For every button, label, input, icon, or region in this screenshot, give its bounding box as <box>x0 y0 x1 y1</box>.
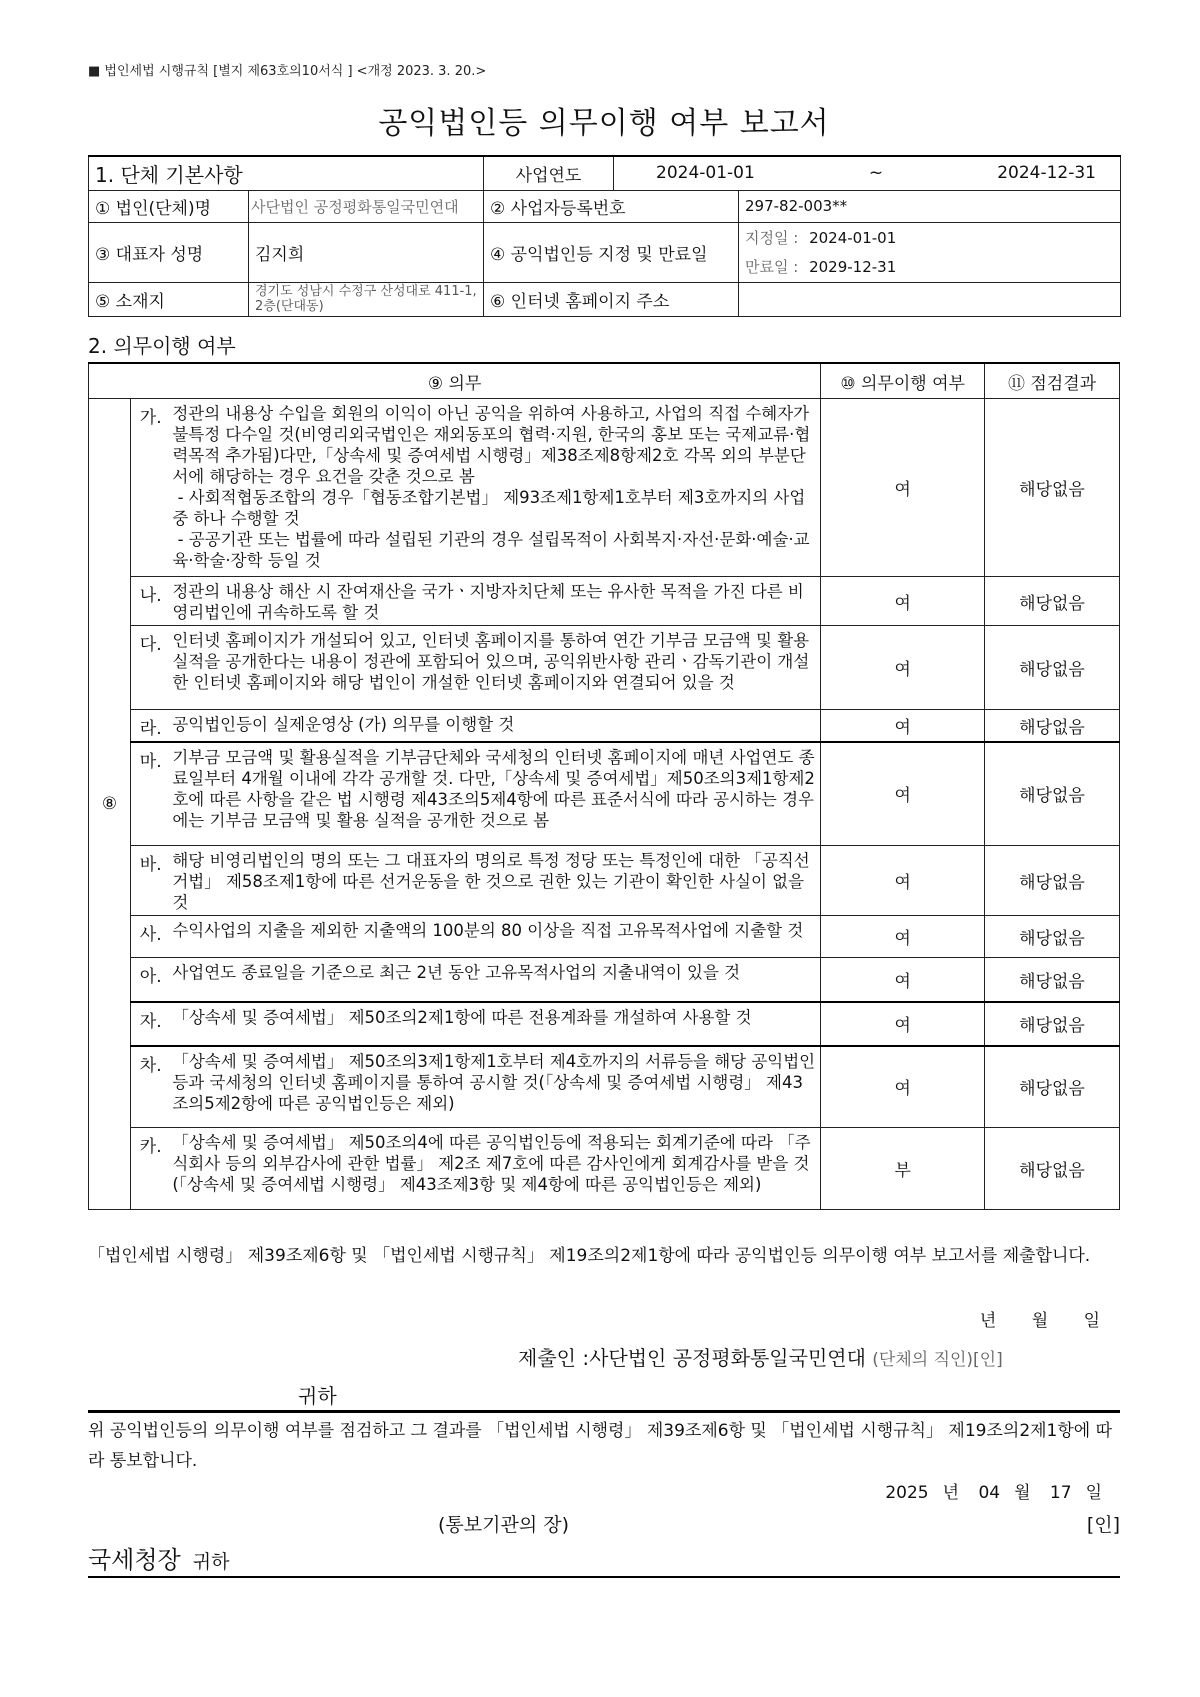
duty-text: 공익법인등이 실제운영상 (가) 의무를 이행할 것 <box>170 710 820 742</box>
duty-letter: 아. <box>131 958 171 1002</box>
homepage-value <box>739 282 1121 316</box>
business-year-range <box>614 156 1121 190</box>
address-label: ⑤ 소재지 <box>89 282 249 316</box>
duty-result: 해당없음 <box>985 577 1120 626</box>
duty-fulfilled: 여 <box>821 916 985 958</box>
duty-text: 정관의 내용상 해산 시 잔여재산을 국가ㆍ지방자치단체 또는 유사한 목적을 가진 다른 비영리법인에 귀속하도록 할 것 <box>170 577 820 626</box>
duty-row <box>89 846 1120 916</box>
duty-row <box>89 399 1120 577</box>
expiry-date-cell <box>739 252 1121 282</box>
duty-text: 정관의 내용상 수입을 회원의 이익이 아닌 공익을 위하여 사용하고, 사업의 직접 수혜자가 불특정 다수일 것(비영리외국법인은 재외동포의 협력·지원, 한국의 홍보 또는 국제교류·협력목적 추가됨)다만,「상속세 및 증여세법 시행령」제38조제8항제2호 각목 외의 부분단서에 해당하는 경우 요건을 갖춘 것으로 봄 - 사회적협동조합의 경우「협동조합기본법」 제93조제1항제1호부터 제3호까지의 사업 중 하나 수행할 것 - 공공기관 또는 법률에 따라 설립된 기관의 경우 설립목적이 사회복지·자선·문화·예술·교육·학술·장학 등일 것 <box>170 399 820 577</box>
submitter-seal: (단체의 직인)[인] <box>872 1350 1003 1370</box>
notice-day-unit: 일 <box>1085 1483 1102 1503</box>
basic-info-table <box>88 155 1121 317</box>
notifier-seal: [인] <box>1086 1514 1120 1536</box>
biz-reg-value: 297-82-003** <box>739 190 1121 222</box>
duty-row <box>89 1046 1120 1128</box>
duty-letter: 사. <box>131 916 171 958</box>
designation-date-label: 지정일 : <box>745 228 799 247</box>
biz-reg-label: ② 사업자등록번호 <box>484 190 739 222</box>
duty-fulfilled: 여 <box>821 958 985 1002</box>
duty-row <box>89 1128 1120 1210</box>
duty-row <box>89 626 1120 710</box>
col-result-header: ⑪ 점검결과 <box>985 363 1120 399</box>
submitter-line <box>518 1342 1003 1371</box>
duty-result: 해당없음 <box>985 846 1120 916</box>
homepage-label: ⑥ 인터넷 홈페이지 주소 <box>484 282 739 316</box>
corp-name-label: ① 법인(단체)명 <box>89 190 249 222</box>
page-title: 공익법인등 의무이행 여부 보고서 <box>378 106 830 141</box>
rep-value: 김지희 <box>249 222 484 282</box>
duty-text: 기부금 모금액 및 활용실적을 기부금단체와 국세청의 인터넷 홈페이지에 매년 사업연도 종료일부터 4개월 이내에 각각 공개할 것. 다만,「상속세 및 증여세법」제50조의3제1항제2호에 따른 사항을 같은 법 시행령 제43조의5제4항에 따른 표준서식에 따라 공시하는 경우에는 기부금 모금액 및 활용 실적을 공개한 것으로 봄 <box>170 742 820 846</box>
duty-letter: 마. <box>131 742 171 846</box>
recipient-line <box>88 1540 229 1575</box>
duty-result: 해당없음 <box>985 710 1120 742</box>
duty-row <box>89 742 1120 846</box>
duty-result: 해당없음 <box>985 1046 1120 1128</box>
duty-fulfilled: 부 <box>821 1128 985 1210</box>
duty-result: 해당없음 <box>985 1002 1120 1046</box>
duty-letter: 차. <box>131 1046 171 1128</box>
duty-text: 사업연도 종료일을 기준으로 최근 2년 동안 고유목적사업의 지출내역이 있을 것 <box>170 958 820 1002</box>
corp-name-value: 사단법인 공정평화통일국민연대 <box>249 190 484 222</box>
duty-row <box>89 577 1120 626</box>
designation-label: ④ 공익법인등 지정 및 만료일 <box>484 222 739 282</box>
duty-fulfilled: 여 <box>821 1046 985 1128</box>
notice-text: 위 공익법인등의 의무이행 여부를 점검하고 그 결과를 「법인세법 시행령」 제39조제6항 및 「법인세법 시행규칙」 제19조의2제1항에 따라 통보합니다. <box>88 1421 1113 1471</box>
business-year-start: 2024-01-01 <box>656 163 755 184</box>
duty-letter: 카. <box>131 1128 171 1210</box>
duty-letter: 바. <box>131 846 171 916</box>
business-year-label: 사업연도 <box>484 156 614 190</box>
duty-fulfilled: 여 <box>821 846 985 916</box>
row-group-label: ⑧ <box>89 399 131 1210</box>
duty-text: 「상속세 및 증여세법」 제50조의2제1항에 따른 전용계좌를 개설하여 사용할 것 <box>170 1002 820 1046</box>
recipient-gwiha: 귀하 <box>192 1551 230 1573</box>
duty-row <box>89 958 1120 1002</box>
duty-result: 해당없음 <box>985 1128 1120 1210</box>
declaration-text: 「법인세법 시행령」 제39조제6항 및 「법인세법 시행규칙」 제19조의2제1항에 따라 공익법인등 의무이행 여부 보고서를 제출합니다. <box>88 1246 1091 1266</box>
designation-date-cell <box>739 222 1121 252</box>
col-fulfilled-header: ⑩ 의무이행 여부 <box>821 363 985 399</box>
notice-date <box>871 1478 1102 1503</box>
submitter-prefix: 제출인 : <box>518 1346 590 1370</box>
duty-fulfilled: 여 <box>821 1002 985 1046</box>
duty-fulfilled: 여 <box>821 626 985 710</box>
notice-month: 04 <box>978 1483 1001 1503</box>
duty-result: 해당없음 <box>985 399 1120 577</box>
duty-letter: 나. <box>131 577 171 626</box>
notice-day: 17 <box>1049 1483 1072 1503</box>
duty-fulfilled: 여 <box>821 399 985 577</box>
duty-letter: 다. <box>131 626 171 710</box>
col-duty-header: ⑨ 의무 <box>89 363 821 399</box>
recipient: 국세청장 <box>88 1546 181 1574</box>
duty-text: 「상속세 및 증여세법」 제50조의4에 따른 공익법인등에 적용되는 회계기준에 따라 「주식회사 등의 외부감사에 관한 법률」 제2조 제7호에 따른 감사인에게 회계감사를 받을 것(「상속세 및 증여세법 시행령」 제43조제3항 및 제4항에 따른 공익법인등은 제외) <box>170 1128 820 1210</box>
submit-date-placeholder: 년 월 일 <box>979 1311 1100 1331</box>
submitter-name: 사단법인 공정평화통일국민연대 <box>589 1346 866 1370</box>
duty-fulfilled: 여 <box>821 742 985 846</box>
duty-text: 수익사업의 지출을 제외한 지출액의 100분의 80 이상을 직접 고유목적사업에 지출할 것 <box>170 916 820 958</box>
section2-heading: 2. 의무이행 여부 <box>88 334 236 358</box>
notice-year: 2025 <box>885 1483 929 1503</box>
duty-text: 해당 비영리법인의 명의 또는 그 대표자의 명의로 특정 정당 또는 특정인에 대한 「공직선거법」 제58조제1항에 따른 선거운동을 한 것으로 권한 있는 기관이 확인한 사실이 없을 것 <box>170 846 820 916</box>
rep-label: ③ 대표자 성명 <box>89 222 249 282</box>
duty-letter: 자. <box>131 1002 171 1046</box>
business-year-sep: ~ <box>868 163 884 184</box>
expiry-date-label: 만료일 : <box>745 258 799 277</box>
duty-result: 해당없음 <box>985 916 1120 958</box>
duty-row <box>89 1002 1120 1046</box>
business-year-end: 2024-12-31 <box>997 163 1096 184</box>
duty-result: 해당없음 <box>985 742 1120 846</box>
duty-result: 해당없음 <box>985 626 1120 710</box>
form-note: ■ 법인세법 시행규칙 [별지 제63호의10서식 ] <개정 2023. 3. 20.> <box>88 64 487 79</box>
duty-result: 해당없음 <box>985 958 1120 1002</box>
section1-heading: 1. 단체 기본사항 <box>89 156 484 190</box>
designation-date: 2024-01-01 <box>809 228 897 247</box>
bottom-divider <box>88 1576 1120 1578</box>
duty-letter: 가. <box>131 399 171 577</box>
address-value: 경기도 성남시 수정구 산성대로 411-1, 2층(단대동) <box>249 282 484 316</box>
notifier: (통보기관의 장) <box>438 1514 569 1536</box>
notice-year-unit: 년 <box>942 1483 960 1503</box>
duty-letter: 라. <box>131 710 171 742</box>
duty-fulfilled: 여 <box>821 577 985 626</box>
submit-gwiha: 귀하 <box>298 1384 337 1408</box>
duty-text: 인터넷 홈페이지가 개설되어 있고, 인터넷 홈페이지를 통하여 연간 기부금 모금액 및 활용실적을 공개한다는 내용이 정관에 포함되어 있으며, 공익위반사항 관리ㆍ감독기관이 개설한 인터넷 홈페이지와 해당 법인이 개설한 인터넷 홈페이지와 연결되어 있을 것 <box>170 626 820 710</box>
thick-divider <box>88 1410 1120 1413</box>
duty-table <box>88 362 1120 1210</box>
duty-row <box>89 916 1120 958</box>
notice-month-unit: 월 <box>1014 1483 1031 1503</box>
expiry-date: 2029-12-31 <box>809 258 897 277</box>
duty-text: 「상속세 및 증여세법」 제50조의3제1항제1호부터 제4호까지의 서류등을 해당 공익법인등과 국세청의 인터넷 홈페이지를 통하여 공시할 것(「상속세 및 증여세법 시행령」 제43조의5제2항에 따른 공익법인등은 제외) <box>170 1046 820 1128</box>
duty-row <box>89 710 1120 742</box>
duty-fulfilled: 여 <box>821 710 985 742</box>
